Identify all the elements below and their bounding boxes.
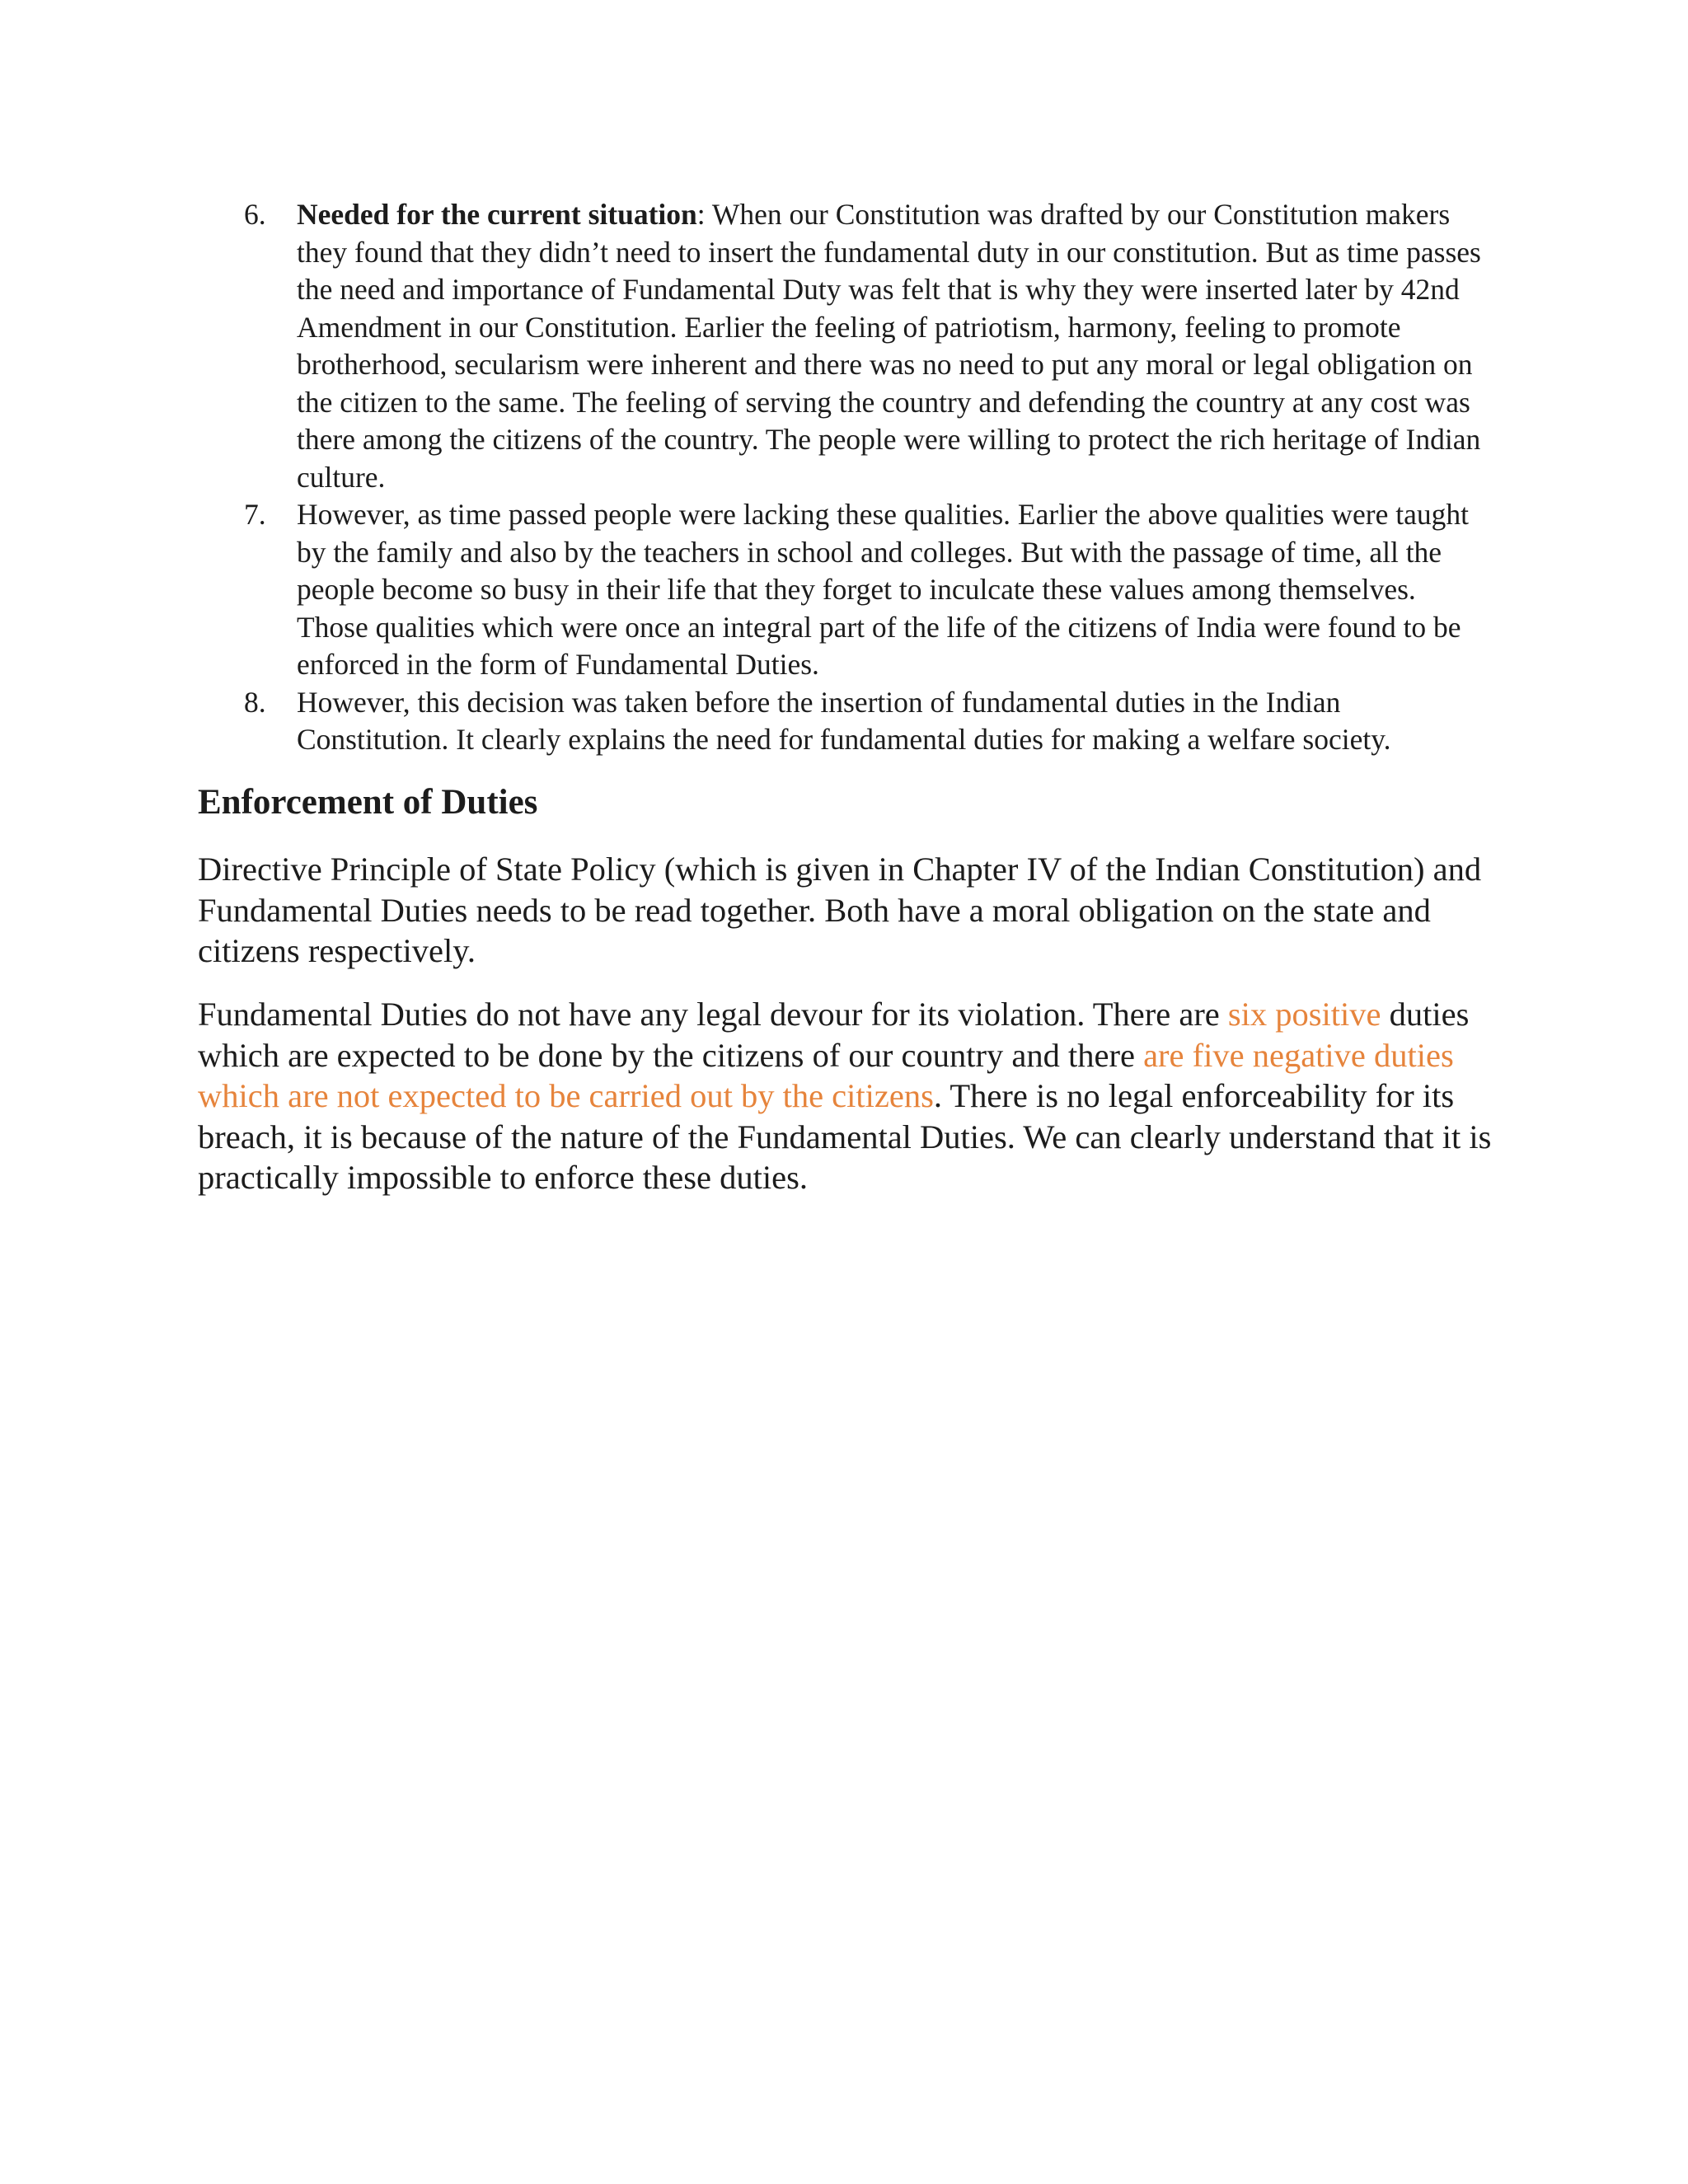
list-item (198, 684, 1484, 759)
list-item-number: 6. (244, 198, 266, 231)
highlighted-text: six positive (1227, 996, 1381, 1033)
list-item (198, 496, 1484, 684)
paragraph-directive-principles: Directive Principle of State Policy (which is given in Chapter IV of the Indian Constitution) and Fundamental Duties needs to be read together. Both have a moral obligation on the state and citizens respectively. (198, 851, 1482, 969)
list-item-lead: Needed for the current situation (297, 198, 697, 231)
paragraph-enforcement (198, 994, 1492, 1198)
paragraph-text: . There is no legal enforceability for its breach, it is because of the nature of the Fundamental Duties. We can clearly understand that it is practically impossible to enforce these duties. (198, 1077, 1492, 1196)
list-item-text: However, this decision was taken before the insertion of fundamental duties in the Indian Constitution. It clearly explains the need for fundamental duties for making a welfare society. (297, 685, 1391, 756)
paragraph-text: duties which are expected to be done by the citizens of our country and there (198, 996, 1470, 1074)
list-item-text: However, as time passed people were lacking these qualities. Earlier the above qualities were taught by the family and also by the teachers in school and colleges. But with the passage of time, all the people become so busy in their life that they forget to inculcate these values among themselves. Those qualities which were once an integral part of the life of the citizens of India were found to be enforced in the form of Fundamental Duties. (297, 498, 1469, 681)
list-item-number: 8. (244, 685, 266, 719)
list-item (198, 196, 1484, 496)
section-heading: Enforcement of Duties (198, 783, 538, 822)
numbered-list (198, 196, 1484, 759)
list-item-number: 7. (244, 498, 266, 531)
list-item-text: : When our Constitution was drafted by our Constitution makers they found that they didn’t need to insert the fundamental duty in our constitution. But as time passes the need and importance of Fundamental Duty was felt that is why they were inserted later by 42nd Amendment in our Constitution. Earlier the feeling of patriotism, harmony, feeling to promote brotherhood, secularism were inherent and there was no need to put any moral or legal obligation on the citizen to the same. The feeling of serving the country and defending the country at any cost was there among the citizens of the country. The people were willing to protect the rich heritage of Indian culture. (297, 198, 1481, 494)
highlighted-text: are five negative duties which are not expected to be carried out by the citizens (198, 1036, 1454, 1114)
paragraph-text: Fundamental Duties do not have any legal devour for its violation. There are (198, 996, 1228, 1033)
